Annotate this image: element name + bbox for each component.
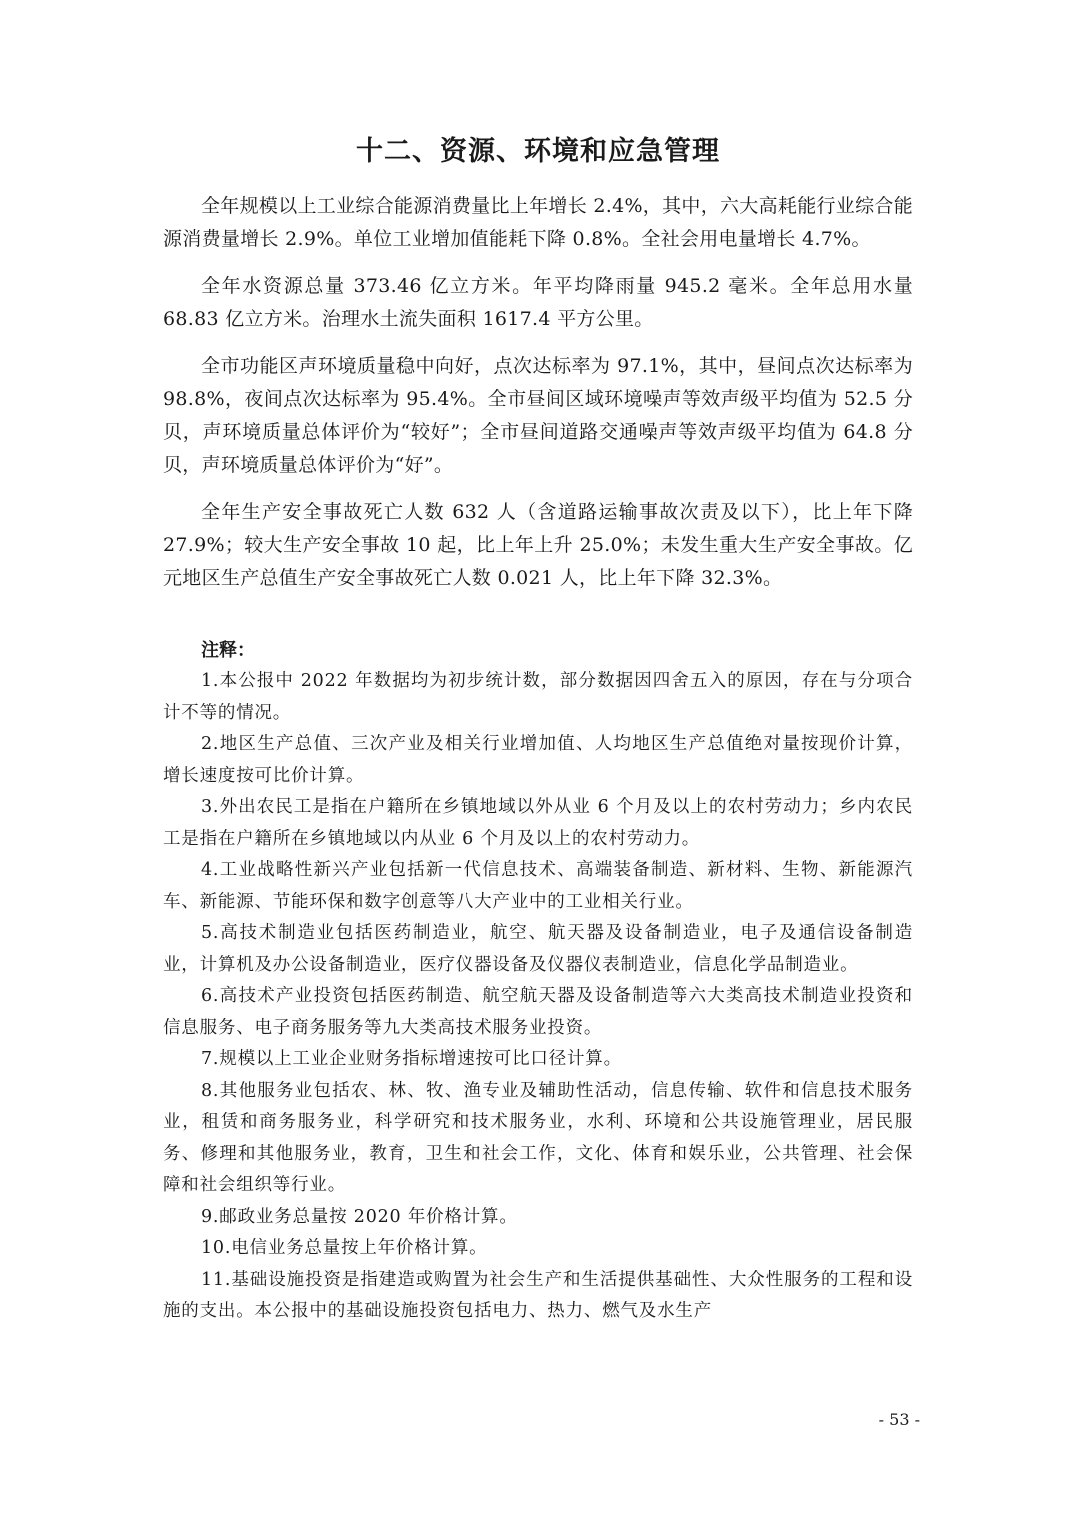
paragraph-noise: 全市功能区声环境质量稳中向好，点次达标率为 97.1%，其中，昼间点次达标率为 98.8%，夜间点次达标率为 95.4%。全市昼间区域环境噪声等效声级平均值为 52.5 分贝，声环境质量总体评价为“较好”；全市昼间道路交通噪声等效声级平均值为 64.8 分贝，声环境质量总体评价为“好”。: [163, 355, 913, 476]
note-item: 10.电信业务总量按上年价格计算。: [201, 1238, 488, 1258]
note-item: 8.其他服务业包括农、林、牧、渔专业及辅助性活动，信息传输、软件和信息技术服务业，租赁和商务服务业，科学研究和技术服务业，水利、环境和公共设施管理业，居民服务、修理和其他服务业，教育，卫生和社会工作，文化、体育和娱乐业，公共管理、社会保障和社会组织等行业。: [163, 1080, 913, 1195]
notes-section: [163, 635, 913, 1328]
note-item: 1.本公报中 2022 年数据均为初步统计数，部分数据因四舍五入的原因，存在与分项合计不等的情况。: [163, 671, 913, 723]
note-item: 9.邮政业务总量按 2020 年价格计算。: [201, 1206, 518, 1227]
document-page: [163, 128, 913, 1328]
note-item: 11.基础设施投资是指建造或购置为社会生产和生活提供基础性、大众性服务的工程和设施的支出。本公报中的基础设施投资包括电力、热力、燃气及水生产: [163, 1269, 913, 1321]
paragraph-water: 全年水资源总量 373.46 亿立方米。年平均降雨量 945.2 毫米。全年总用水量 68.83 亿立方米。治理水土流失面积 1617.4 平方公里。: [163, 275, 913, 330]
note-item: 5.高技术制造业包括医药制造业，航空、航天器及设备制造业，电子及通信设备制造业，计算机及办公设备制造业，医疗仪器设备及仪器仪表制造业，信息化学品制造业。: [163, 923, 913, 975]
note-item: 7.规模以上工业企业财务指标增速按可比口径计算。: [201, 1049, 622, 1069]
note-item: 3.外出农民工是指在户籍所在乡镇地域以外从业 6 个月及以上的农村劳动力；乡内农民工是指在户籍所在乡镇地域以内从业 6 个月及以上的农村劳动力。: [163, 797, 913, 849]
notes-heading: 注释：: [201, 640, 255, 661]
paragraph-energy: 全年规模以上工业综合能源消费量比上年增长 2.4%，其中，六大高耗能行业综合能源消费量增长 2.9%。单位工业增加值能耗下降 0.8%。全社会用电量增长 4.7%。: [163, 195, 914, 250]
note-item: 6.高技术产业投资包括医药制造、航空航天器及设备制造等六大类高技术制造业投资和信息服务、电子商务服务等九大类高技术服务业投资。: [163, 986, 913, 1038]
page-number: - 53 -: [878, 1410, 920, 1429]
paragraph-safety: 全年生产安全事故死亡人数 632 人（含道路运输事故次责及以下），比上年下降 27.9%；较大生产安全事故 10 起，比上年上升 25.0%；未发生重大生产安全事故。亿元地区生产总值生产安全事故死亡人数 0.021 人，比上年下降 32.3%。: [163, 501, 913, 589]
note-item: 4.工业战略性新兴产业包括新一代信息技术、高端装备制造、新材料、生物、新能源汽车、新能源、节能环保和数字创意等八大产业中的工业相关行业。: [163, 860, 913, 912]
note-item: 2.地区生产总值、三次产业及相关行业增加值、人均地区生产总值绝对量按现价计算，增长速度按可比价计算。: [163, 734, 913, 786]
section-title: 十二、资源、环境和应急管理: [356, 136, 720, 167]
